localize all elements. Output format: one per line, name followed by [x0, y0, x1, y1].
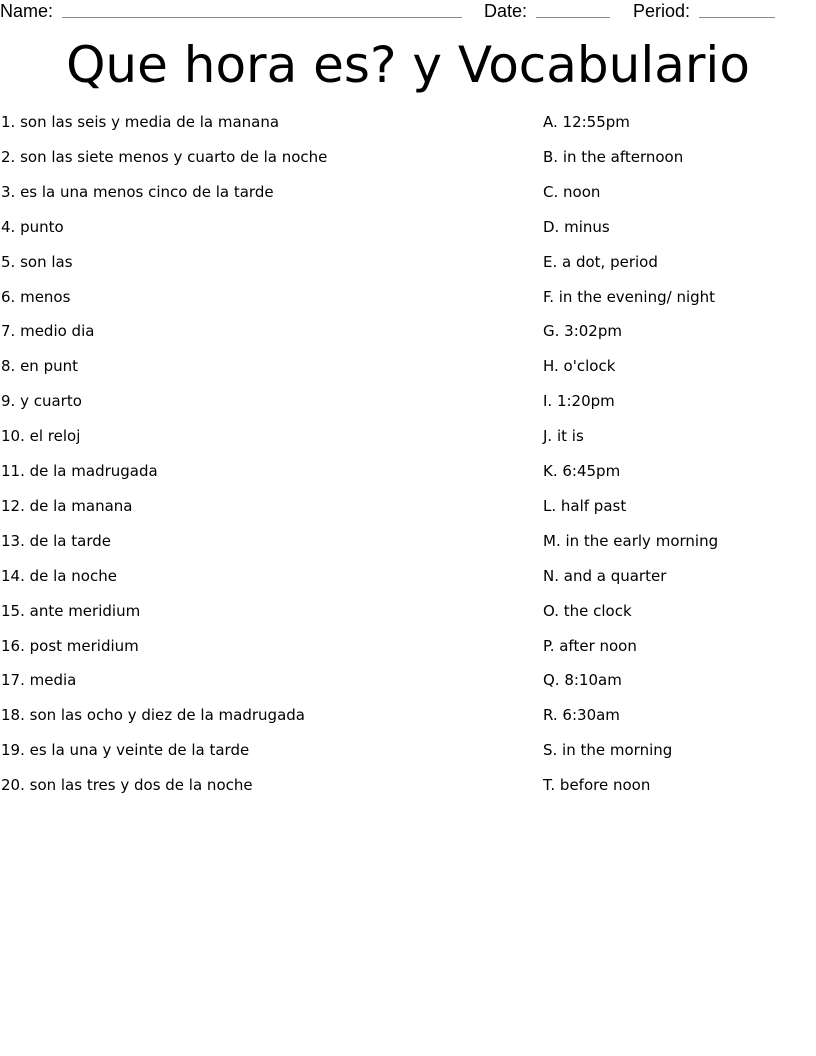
- question-item: 9. y cuarto: [1, 392, 82, 411]
- question-item: 18. son las ocho y diez de la madrugada: [1, 706, 305, 725]
- question-item: 16. post meridium: [1, 636, 139, 655]
- period-label: Period:: [633, 1, 691, 21]
- question-item: 17. media: [1, 671, 77, 690]
- answer-item: D. minus: [543, 217, 610, 236]
- answer-item: R. 6:30am: [543, 706, 620, 725]
- question-item: 4. punto: [1, 217, 64, 236]
- date-field[interactable]: [536, 17, 610, 18]
- answer-item: M. in the early morning: [543, 531, 719, 550]
- answer-item: S. in the morning: [543, 741, 673, 760]
- answer-item: C. noon: [543, 182, 601, 201]
- answer-item: K. 6:45pm: [543, 462, 621, 480]
- date-label: Date:: [484, 1, 528, 21]
- name-field[interactable]: [62, 17, 462, 18]
- answer-item: F. in the evening/ night: [543, 287, 716, 306]
- answer-item: A. 12:55pm: [543, 113, 630, 131]
- answer-item: Q. 8:10am: [543, 671, 622, 690]
- period-field[interactable]: [699, 17, 775, 18]
- question-item: 7. medio dia: [1, 322, 95, 341]
- question-item: 8. en punt: [1, 357, 78, 376]
- question-item: 3. es la una menos cinco de la tarde: [1, 182, 274, 201]
- question-item: 5. son las: [1, 252, 73, 271]
- answer-item: O. the clock: [543, 601, 632, 620]
- name-label: Name:: [0, 1, 54, 21]
- question-item: 10. el reloj: [1, 427, 81, 446]
- question-item: 1. son las seis y media de la manana: [1, 113, 280, 131]
- answer-item: T. before noon: [543, 776, 651, 795]
- question-item: 12. de la manana: [1, 496, 133, 515]
- answer-item: P. after noon: [543, 636, 637, 655]
- question-item: 11. de la madrugada: [1, 462, 158, 480]
- question-item: 2. son las siete menos y cuarto de la noche: [1, 147, 328, 166]
- answer-item: N. and a quarter: [543, 566, 667, 585]
- answer-item: G. 3:02pm: [543, 322, 622, 341]
- question-item: 19. es la una y veinte de la tarde: [1, 741, 250, 760]
- page-title: Que hora es? y Vocabulario: [66, 36, 750, 94]
- answer-item: J. it is: [543, 427, 584, 446]
- answer-item: L. half past: [543, 496, 627, 515]
- question-item: 13. de la tarde: [1, 531, 111, 550]
- answer-item: H. o'clock: [543, 357, 616, 376]
- question-item: 15. ante meridium: [1, 601, 141, 620]
- question-item: 14. de la noche: [1, 566, 117, 585]
- answer-item: B. in the afternoon: [543, 147, 684, 166]
- question-item: 6. menos: [1, 287, 71, 306]
- question-item: 20. son las tres y dos de la noche: [1, 776, 253, 795]
- answer-item: E. a dot, period: [543, 252, 658, 271]
- answer-item: I. 1:20pm: [543, 392, 615, 411]
